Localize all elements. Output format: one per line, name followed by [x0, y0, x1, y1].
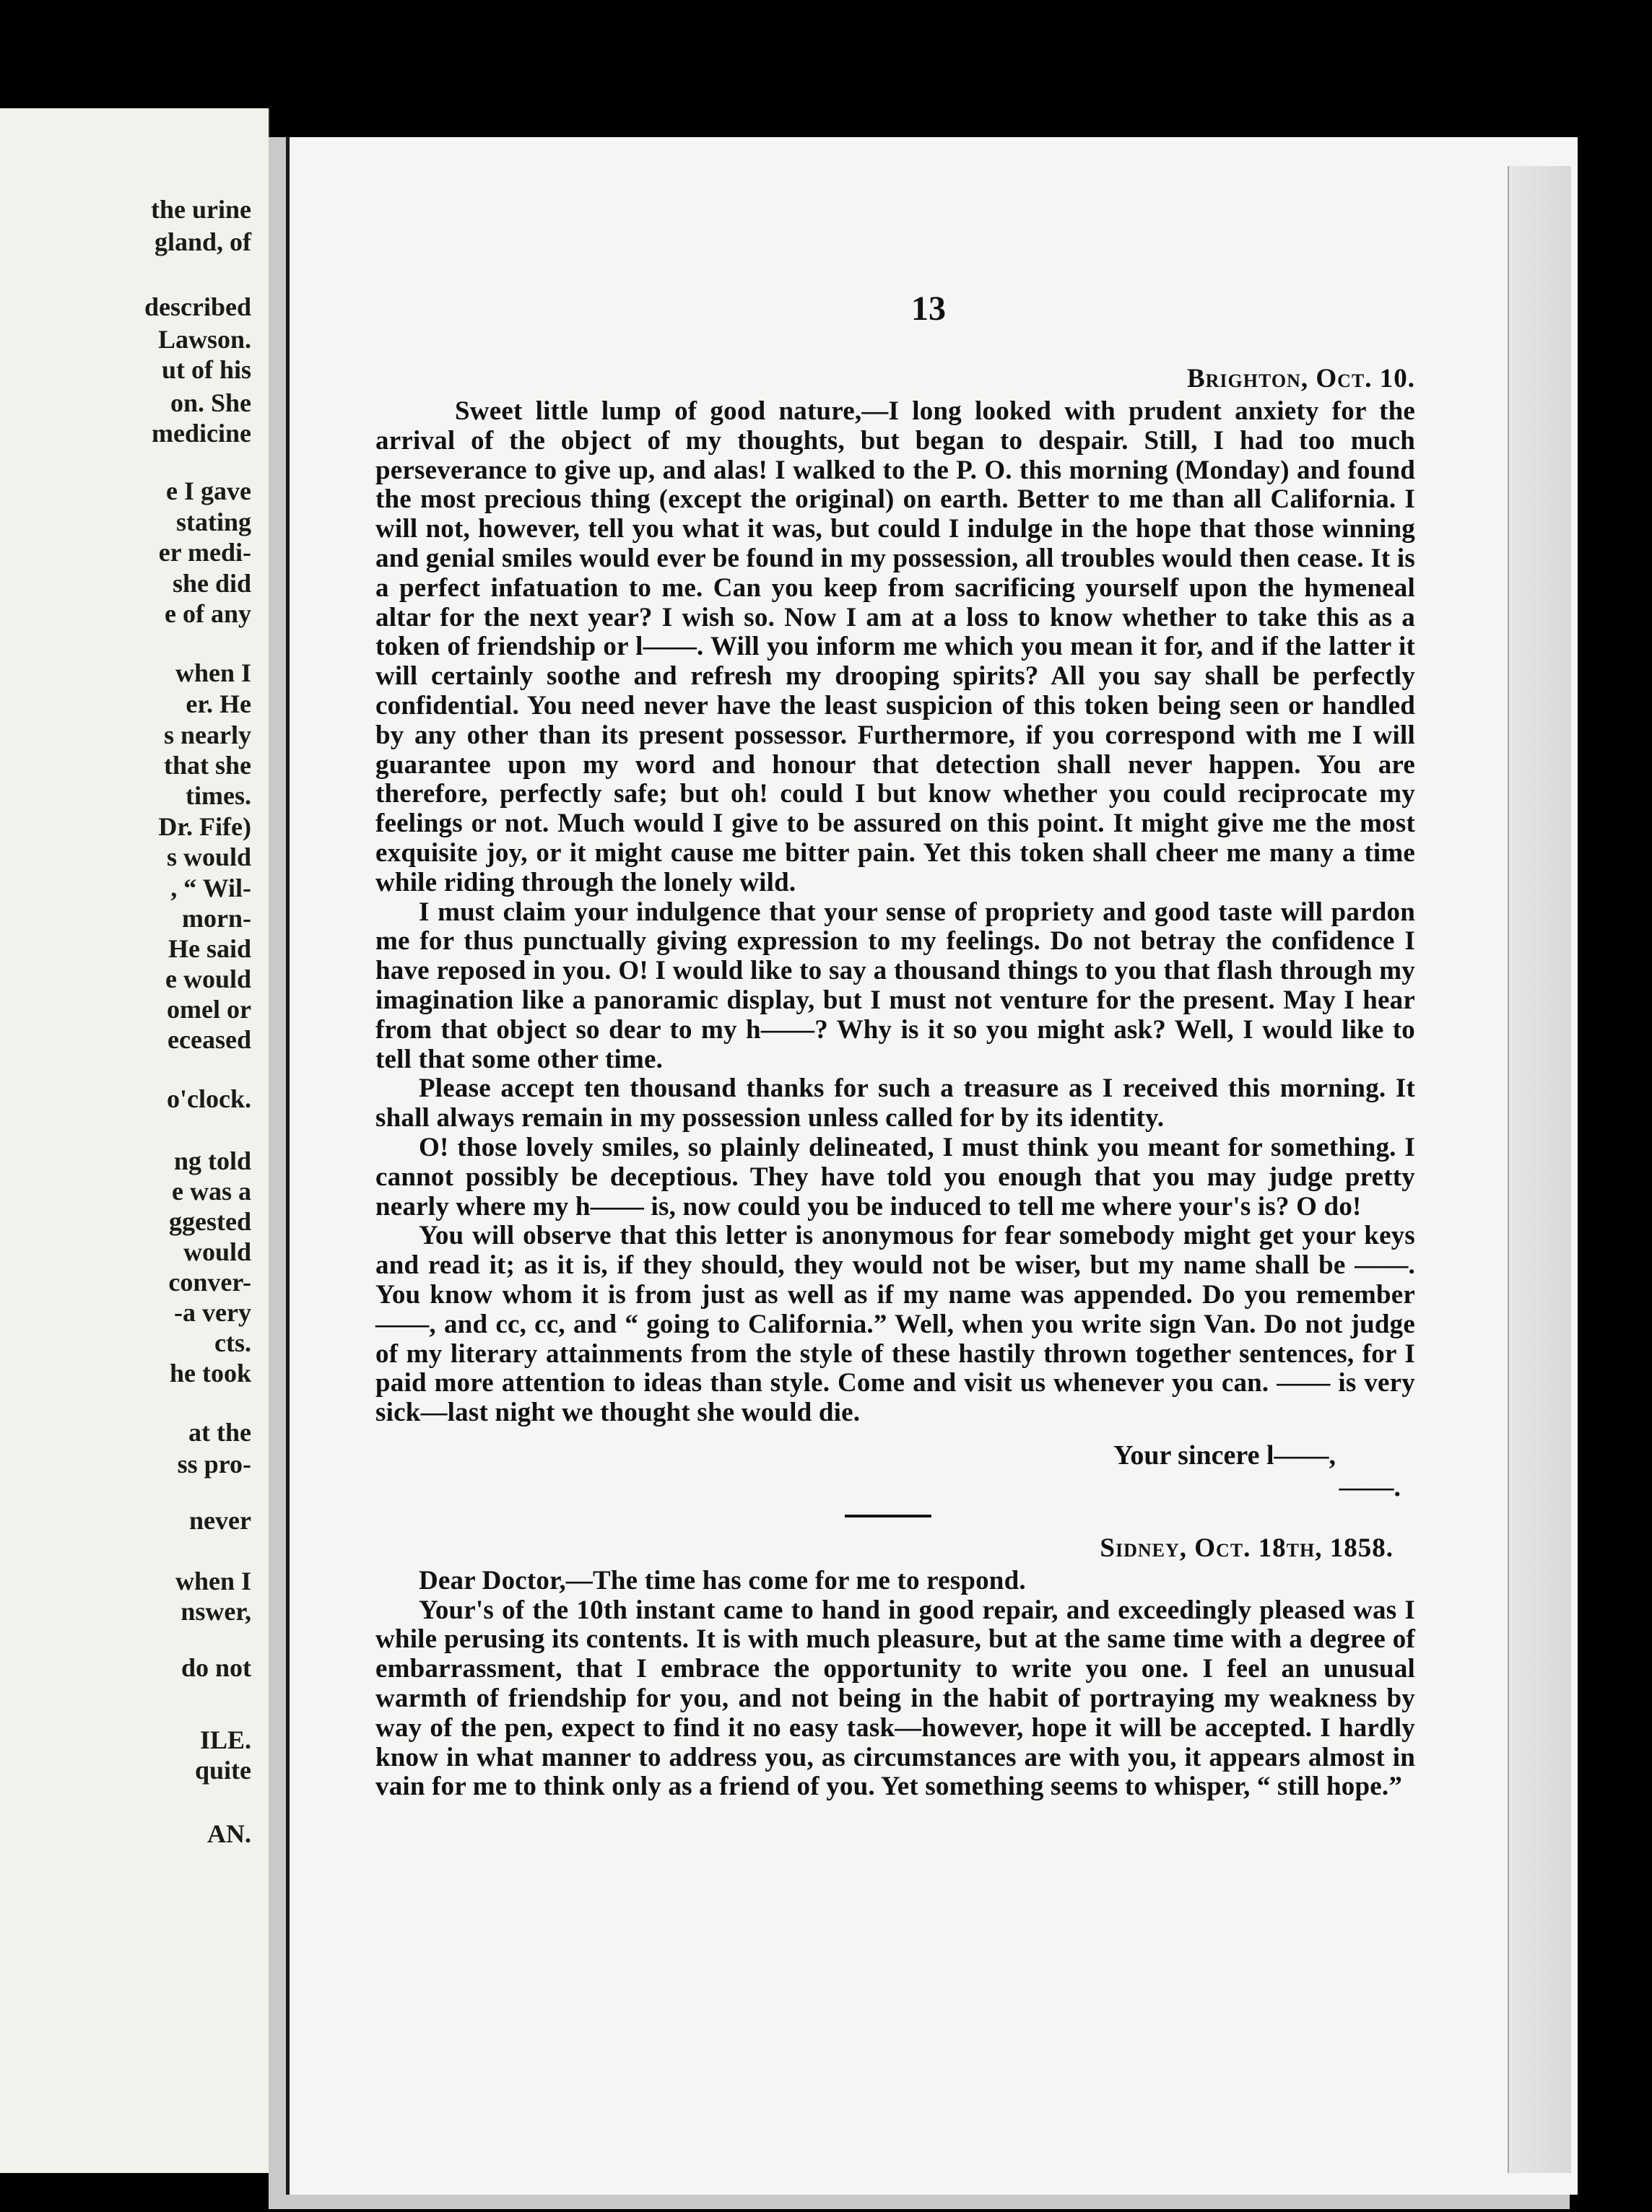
left-page-line: quite	[194, 1756, 251, 1785]
left-page-line: when I	[175, 1567, 251, 1595]
left-page-fragment	[0, 108, 270, 2173]
left-page-line: medicine	[152, 419, 251, 448]
letter1-signoff-dash: ——.	[1339, 1471, 1401, 1502]
left-page-line: s would	[166, 842, 251, 871]
left-page-line: do not	[181, 1653, 251, 1682]
left-page-line: s nearly	[164, 720, 251, 749]
page-edge	[1508, 166, 1571, 2173]
left-page-line: he took	[169, 1359, 251, 1388]
page-body	[375, 361, 1415, 1802]
left-page-line: e of any	[165, 599, 251, 628]
left-page-line: Lawson.	[157, 325, 251, 354]
left-page-line: stating	[175, 508, 251, 536]
left-page-line: never	[189, 1506, 251, 1535]
left-page-line: -a very	[174, 1298, 251, 1327]
left-page-line: cts.	[214, 1328, 251, 1357]
left-page-line: conver-	[168, 1268, 251, 1297]
left-page-line: at the	[188, 1418, 251, 1447]
left-page-line: eceased	[168, 1025, 251, 1054]
left-page-line: e would	[165, 965, 251, 993]
letter2-dateline: Sidney, Oct. 18th, 1858.	[1100, 1533, 1394, 1563]
letter-paragraph: Dear Doctor,—The time has come for me to respond.	[419, 1565, 1026, 1595]
left-page-line: ss pro-	[177, 1450, 251, 1479]
left-page-line: gland, of	[154, 227, 251, 256]
left-page-line: Dr. Fife)	[158, 812, 251, 841]
letter2-body	[375, 1567, 1415, 1802]
left-page-line: that she	[163, 751, 251, 780]
left-page-line: ggested	[169, 1207, 251, 1236]
letter-paragraph: Your's of the 10th instant came to hand in good repair, and exceedingly pleased was I while perusing its contents. It is with much pleasure, but at the same time with a degree of embarrassment, that I embrace the opportunity to write you one. I feel an unusual warmth of friendship for you, and not being in the habit of portraying my weakness by way of the pen, expect to find it no easy task—however, hope it will be accepted. I hardly know in what manner to address you, as circumstances are with you, it appears almost in vain for me to think only as a friend of you. Yet something seems to whisper, “ still hope.”	[375, 1595, 1415, 1802]
letter-paragraph: Please accept ten thousand thanks for such a treasure as I received this morning. It shall always remain in my possession unless called for by its identity.	[375, 1074, 1415, 1133]
left-page-line: ng told	[173, 1146, 251, 1175]
letter1-dateline: Brighton, Oct. 10.	[1186, 364, 1415, 393]
left-page-line: ut of his	[161, 355, 251, 384]
left-page-line: she did	[172, 569, 251, 598]
left-page-line: er medi-	[158, 538, 251, 567]
letter1-body	[375, 397, 1415, 1428]
left-page-line: times.	[186, 781, 251, 810]
left-page-line: ILE.	[199, 1725, 251, 1754]
section-divider	[845, 1515, 931, 1518]
left-page-line: nswer,	[181, 1597, 251, 1626]
left-page-line: er. He	[186, 689, 251, 718]
letter-paragraph: O! those lovely smiles, so plainly delineated, I must think you meant for something. I cannot possibly be deceptious. They have told you enough that you may judge pretty nearly where my h—— is, now could you be induced to tell me where your's is? O do!	[375, 1132, 1415, 1222]
letter-paragraph: You will observe that this letter is anonymous for fear somebody might get your keys and read it; as it is, if they should, they would not be wiser, but my name shall be ——. You know whom it is from just as well as if my name was appended. Do you remember ——, and cc, cc, and “ going to California.” Well, when you write sign Van. Do not judge of my literary attainments from the style of these hastily thrown together sentences, for I paid more attention to ideas than style. Come and visit us whenever you can. —— is very sick—last night we thought she would die.	[375, 1221, 1415, 1428]
left-page-line: He said	[168, 934, 251, 963]
left-page-line: morn-	[182, 904, 251, 933]
letter-paragraph: Sweet little lump of good nature,—I long looked with prudent anxiety for the arrival of the object of my thoughts, but began to despair. Still, I had too much perseverance to give up, and alas! I walked to the P. O. this morning (Monday) and found the most precious thing (except the original) on earth. Better to me than all California. I will not, however, tell you what it was, but could I indulge in the hope that those winning and genial smiles would ever be found in my possession, all troubles would then cease. It is a perfect infatuation to me. Can you keep from sacrificing yourself upon the hymeneal altar for the next year? I wish so. Now I am at a loss to know whether to take this as a token of friendship or l——. Will you inform me which you mean it for, and if the latter it will certainly soothe and refresh my drooping spirits? All you say shall be perfectly confidential. You need never have the least suspicion of this token being seen or handled by any other than its present possessor. Furthermore, if you correspond with me I will guarantee upon my word and honour that detection shall never happen. You are therefore, perfectly safe; but oh! could I but know whether you could reciprocate my feelings or not. Much would I give to be assured on this point. It might give me the most exquisite joy, or it might cause me bitter pain. Yet this token shall cheer me many a time while riding through the lonely wild.	[375, 396, 1415, 897]
left-page-line: e I gave	[166, 476, 251, 505]
left-page-line: would	[183, 1237, 251, 1266]
letter1-signoff: Your sincere l——,	[1113, 1440, 1336, 1471]
page-number: 13	[911, 289, 946, 328]
left-page-line: e was a	[172, 1177, 251, 1206]
left-page-line: the urine	[151, 195, 251, 224]
left-page-line: , “ Wil-	[170, 874, 251, 902]
left-page-line: omel or	[167, 995, 251, 1024]
left-page-line: described	[144, 292, 251, 321]
left-page-line: AN.	[207, 1819, 251, 1848]
left-page-line: when I	[175, 658, 251, 687]
left-page-line: on. She	[170, 388, 251, 417]
left-page-line: o'clock.	[167, 1084, 251, 1113]
letter-paragraph: I must claim your indulgence that your sense of propriety and good taste will pardon me for thus punctually giving expression to my feelings. Do not betray the confidence I have reposed in you. O! I would like to say a thousand things to you that flash through my imagination like a panoramic display, but I must not venture for the present. May I hear from that object so dear to my h——? Why is it so you might ask? Well, I would like to tell that some other time.	[375, 897, 1415, 1074]
